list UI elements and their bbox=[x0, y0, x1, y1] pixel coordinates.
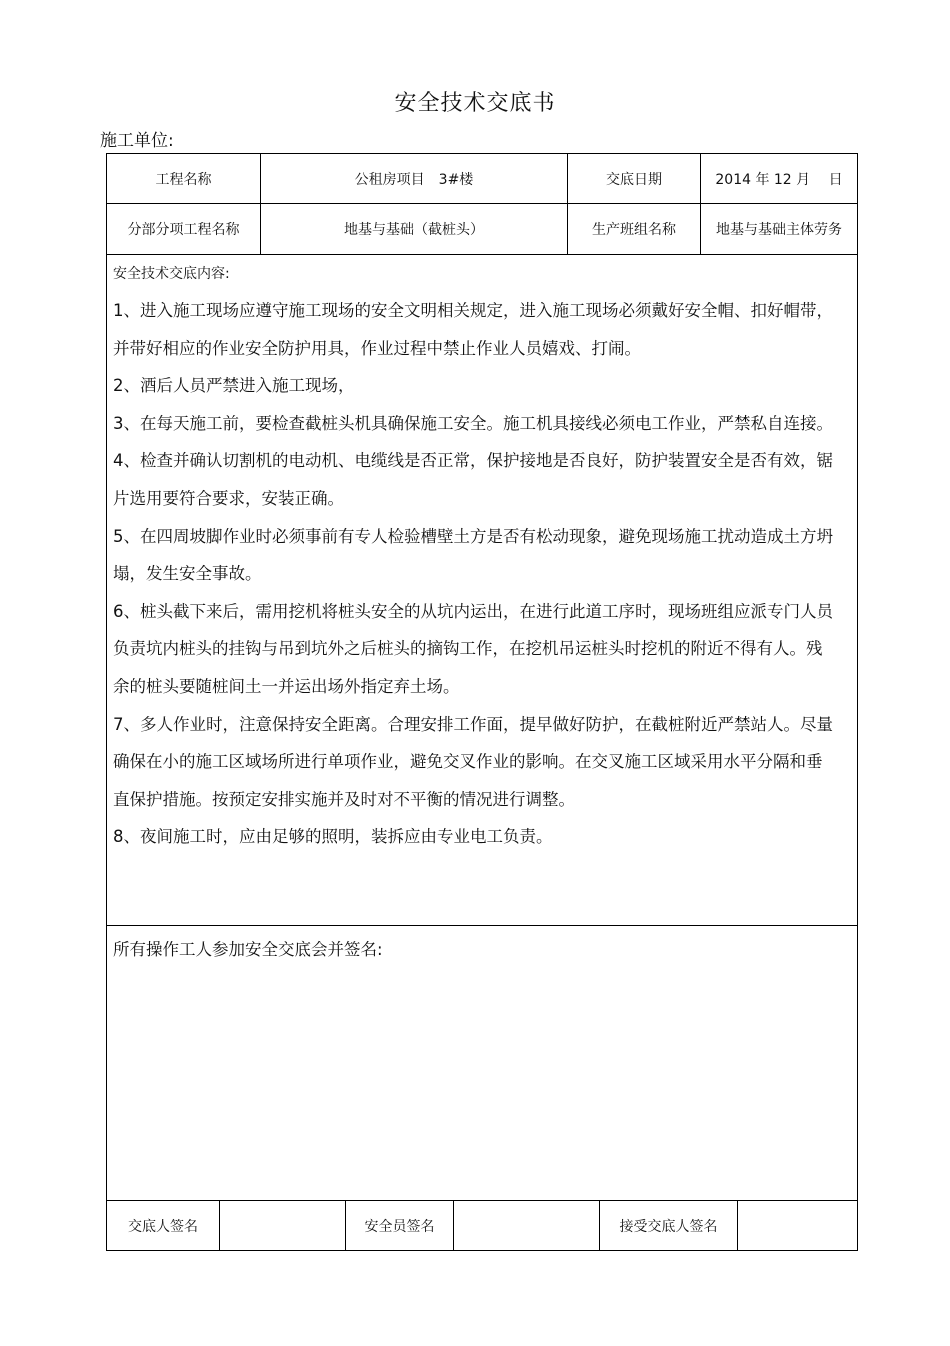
work-team-label: 生产班组名称 bbox=[592, 222, 676, 238]
list-item: 2、酒后人员严禁进入施工现场， bbox=[113, 376, 355, 396]
list-item: 7、多人作业时，注意保持安全距离。合理安排工作面，提早做好防护，在截桩附近严禁站人。尽量确保在小的施工区域场所进行单项作业，避免交叉作业的影响。在交叉施工区域采用水平分隔和垂直保护措施。按预定安排实施并及时对不平衡的情况进行调整。 bbox=[113, 714, 833, 809]
list-item: 4、检查并确认切割机的电动机、电缆线是否正常，保护接地是否良好，防护装置安全是否有效，锯片选用要符合要求，安装正确。 bbox=[113, 451, 833, 508]
briefer-signature-label: 交底人签名 bbox=[128, 1218, 198, 1235]
work-team-value: 地基与基础主体劳务 bbox=[716, 222, 842, 238]
receiver-signature-label: 接受交底人签名 bbox=[619, 1218, 718, 1235]
workers-signature-label: 所有操作工人参加安全交底会并签名: bbox=[113, 940, 383, 959]
subproject-value: 地基与基础（截桩头） bbox=[344, 222, 484, 238]
project-name-label: 工程名称 bbox=[155, 171, 212, 188]
list-item: 6、桩头截下来后，需用挖机将桩头安全的从坑内运出，在进行此道工序时，现场班组应派专门人员负责坑内桩头的挂钩与吊到坑外之后桩头的摘钩工作，在挖机吊运桩头时挖机的附近不得有人。残余的桩头要随桩间土一并运出场外指定弃土场。 bbox=[113, 601, 833, 696]
construction-unit-label: 施工单位: bbox=[100, 131, 174, 151]
safety-officer-signature-field[interactable] bbox=[454, 1201, 599, 1250]
safety-officer-signature-label: 安全员签名 bbox=[364, 1218, 435, 1235]
subproject-label: 分部分项工程名称 bbox=[127, 222, 240, 238]
safety-items-list bbox=[113, 292, 833, 856]
list-item: 8、夜间施工时，应由足够的照明，装拆应由专业电工负责。 bbox=[113, 827, 553, 847]
row-divider bbox=[106, 925, 858, 926]
list-item: 1、进入施工现场应遵守施工现场的安全文明相关规定，进入施工现场必须戴好安全帽、扣好帽带，并带好相应的作业安全防护用具，作业过程中禁止作业人员嬉戏、打闹。 bbox=[113, 301, 833, 358]
project-name-value: 公租房项目 3#楼 bbox=[354, 171, 474, 188]
briefing-date-label: 交底日期 bbox=[606, 171, 662, 188]
row-divider bbox=[106, 254, 858, 255]
briefer-signature-field[interactable] bbox=[220, 1201, 345, 1250]
briefing-date-value: 2014 年 12 月 日 bbox=[715, 171, 843, 188]
safety-content-label: 安全技术交底内容: bbox=[113, 266, 230, 282]
receiver-signature-field[interactable] bbox=[738, 1201, 857, 1250]
list-item: 3、在每天施工前，要检查截桩头机具确保施工安全。施工机具接线必须电工作业，严禁私自连接。 bbox=[113, 413, 833, 433]
document-title: 安全技术交底书 bbox=[394, 91, 556, 116]
list-item: 5、在四周坡脚作业时必须事前有专人检验槽壁土方是否有松动现象，避免现场施工扰动造成土方坍塌，发生安全事故。 bbox=[113, 526, 833, 584]
